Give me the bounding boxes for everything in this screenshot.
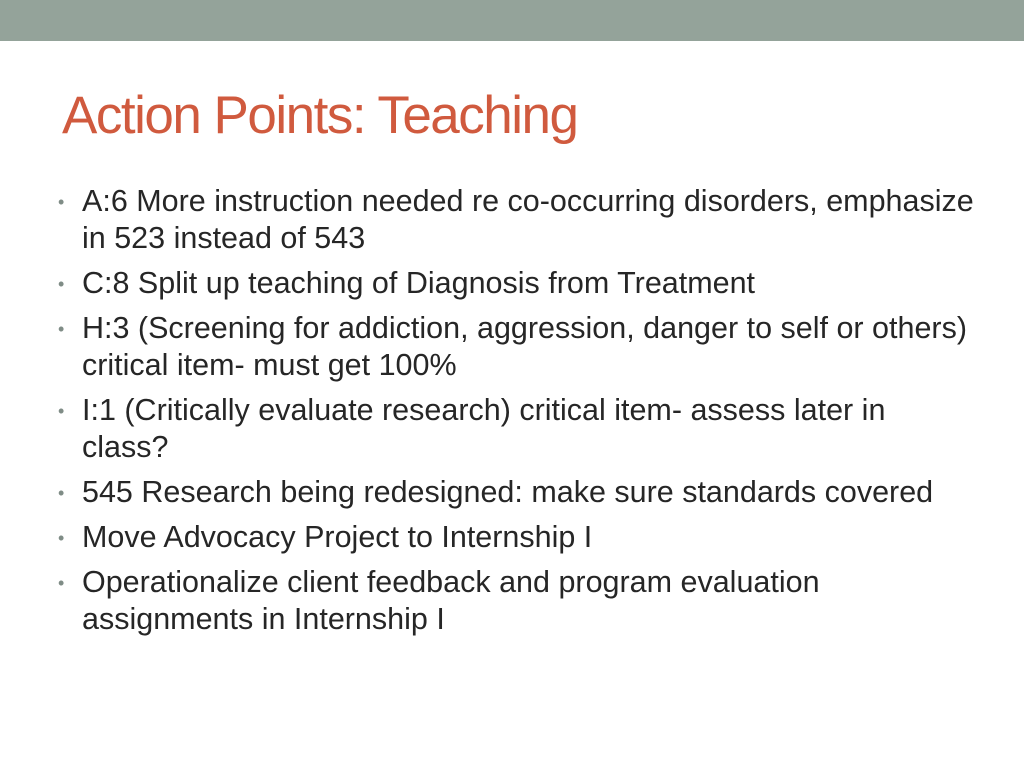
bullet-list (58, 183, 978, 646)
bullet-icon: • (58, 319, 65, 339)
bullet-text: A:6 More instruction needed re co-occurring disorders, emphasize in 523 instead of 543 (82, 184, 974, 255)
bullet-icon: • (58, 401, 65, 421)
bullet-item-1 (58, 183, 978, 257)
bullet-text: C:8 Split up teaching of Diagnosis from Treatment (82, 266, 756, 300)
bullet-item-3 (58, 310, 978, 384)
bullet-text: Move Advocacy Project to Internship I (82, 520, 593, 554)
bullet-icon: • (58, 573, 65, 593)
bullet-text: H:3 (Screening for addiction, aggression, danger to self or others) critical item- must get 100% (82, 311, 967, 382)
bullet-icon: • (58, 192, 65, 212)
bullet-item-5 (58, 474, 978, 511)
bullet-text: I:1 (Critically evaluate research) critical item- assess later in class? (82, 393, 886, 464)
bullet-text: 545 Research being redesigned: make sure standards covered (82, 475, 934, 509)
top-band (0, 0, 1024, 41)
bullet-item-6 (58, 519, 978, 556)
bullet-text: Operationalize client feedback and program evaluation assignments in Internship I (82, 565, 820, 636)
bullet-item-4 (58, 392, 978, 466)
bullet-icon: • (58, 274, 65, 294)
bullet-item-7 (58, 564, 978, 638)
slide-title: Action Points: Teaching (62, 86, 578, 145)
bullet-icon: • (58, 528, 65, 548)
bullet-icon: • (58, 483, 65, 503)
bullet-item-2 (58, 265, 978, 302)
